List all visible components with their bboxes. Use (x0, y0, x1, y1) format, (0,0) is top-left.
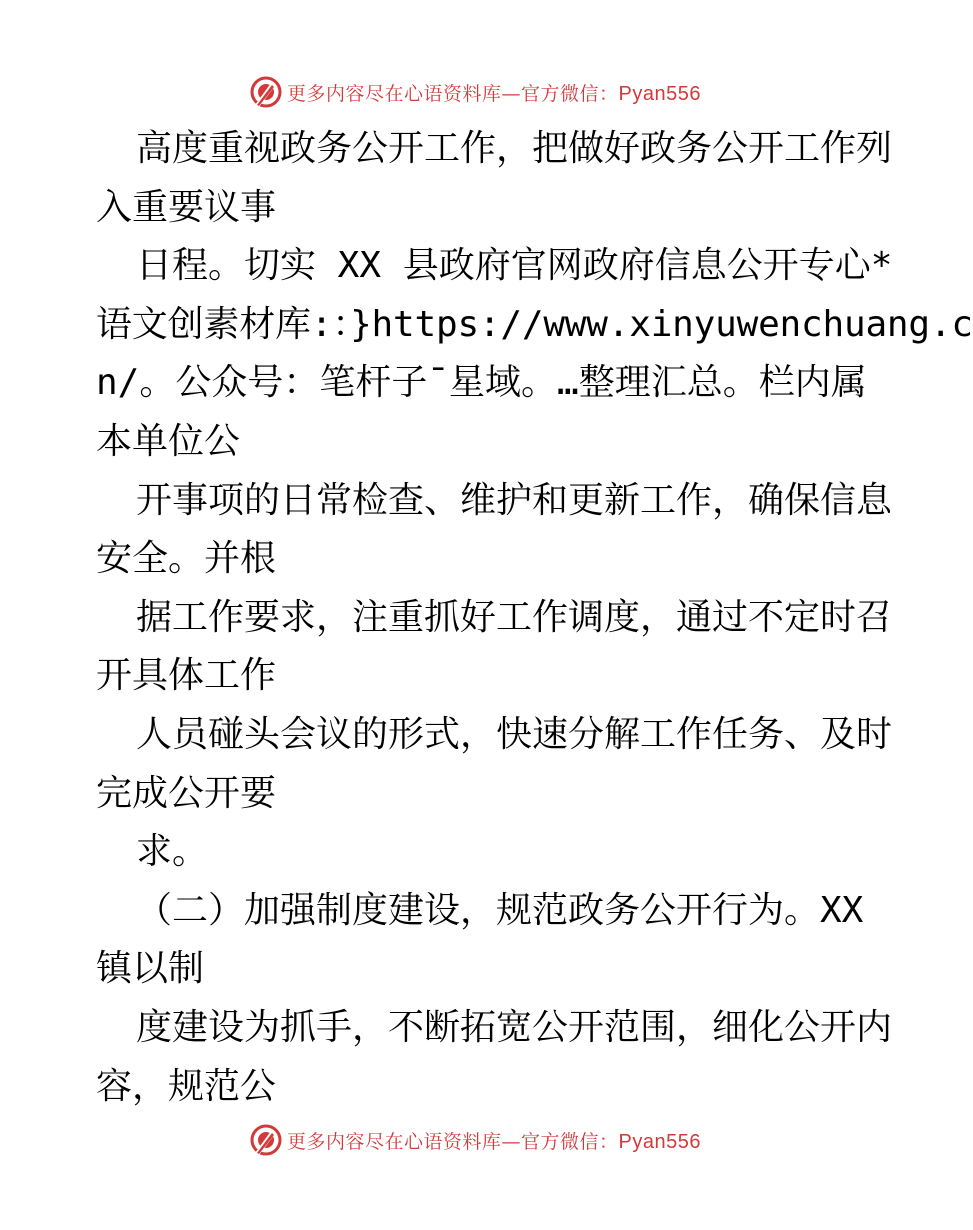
text-line: 据工作要求，注重抓好工作调度，通过不定时召 (136, 596, 893, 638)
text-line: 人员碰头会议的形式，快速分解工作任务、及时 (136, 713, 893, 755)
text-line: 容，规范公 (96, 1065, 277, 1107)
banner-separator: — (501, 82, 522, 105)
text-line: 入重要议事 (96, 186, 277, 228)
text-line: 语文创素材库:：}https://www.xinyuwenchuang.c (96, 303, 973, 345)
document-body (96, 120, 973, 1116)
text-line: 开事项的日常检查、维护和更新工作，确保信息 (136, 479, 893, 521)
banner-text (287, 79, 701, 106)
banner-contact-label: 官方微信： (521, 1130, 619, 1153)
banner-wechat-id: Pyan556 (618, 82, 701, 105)
text-line: 本单位公 (96, 420, 241, 462)
banner-title: 更多内容尽在心语资料库 (287, 82, 502, 105)
banner-separator: — (501, 1130, 522, 1153)
text-line: n/。公众号：笔杆子¯星域。…整理汇总。栏内属 (96, 362, 867, 404)
banner-wechat-id: Pyan556 (618, 1130, 701, 1153)
banner-text (287, 1127, 701, 1154)
text-line: 开具体工作 (96, 655, 277, 697)
text-line: 完成公开要 (96, 772, 277, 814)
text-line: 镇以制 (96, 948, 205, 990)
header-banner (0, 72, 950, 112)
banner-title: 更多内容尽在心语资料库 (287, 1130, 502, 1153)
banner-contact-label: 官方微信： (521, 82, 619, 105)
footer-banner (0, 1120, 950, 1160)
text-line: 度建设为抓手，不断拓宽公开范围，细化公开内 (136, 1006, 893, 1048)
text-line: （二）加强制度建设，规范政务公开行为。XX (136, 889, 864, 931)
text-line: 安全。并根 (96, 538, 277, 580)
text-line: 求。 (136, 831, 209, 873)
text-line: 日程。切实 XX 县政府官网政府信息公开专心* (136, 245, 893, 287)
quill-seal-icon (249, 75, 283, 109)
quill-seal-icon (249, 1123, 283, 1157)
text-line: 高度重视政务公开工作，把做好政务公开工作列 (136, 128, 893, 169)
